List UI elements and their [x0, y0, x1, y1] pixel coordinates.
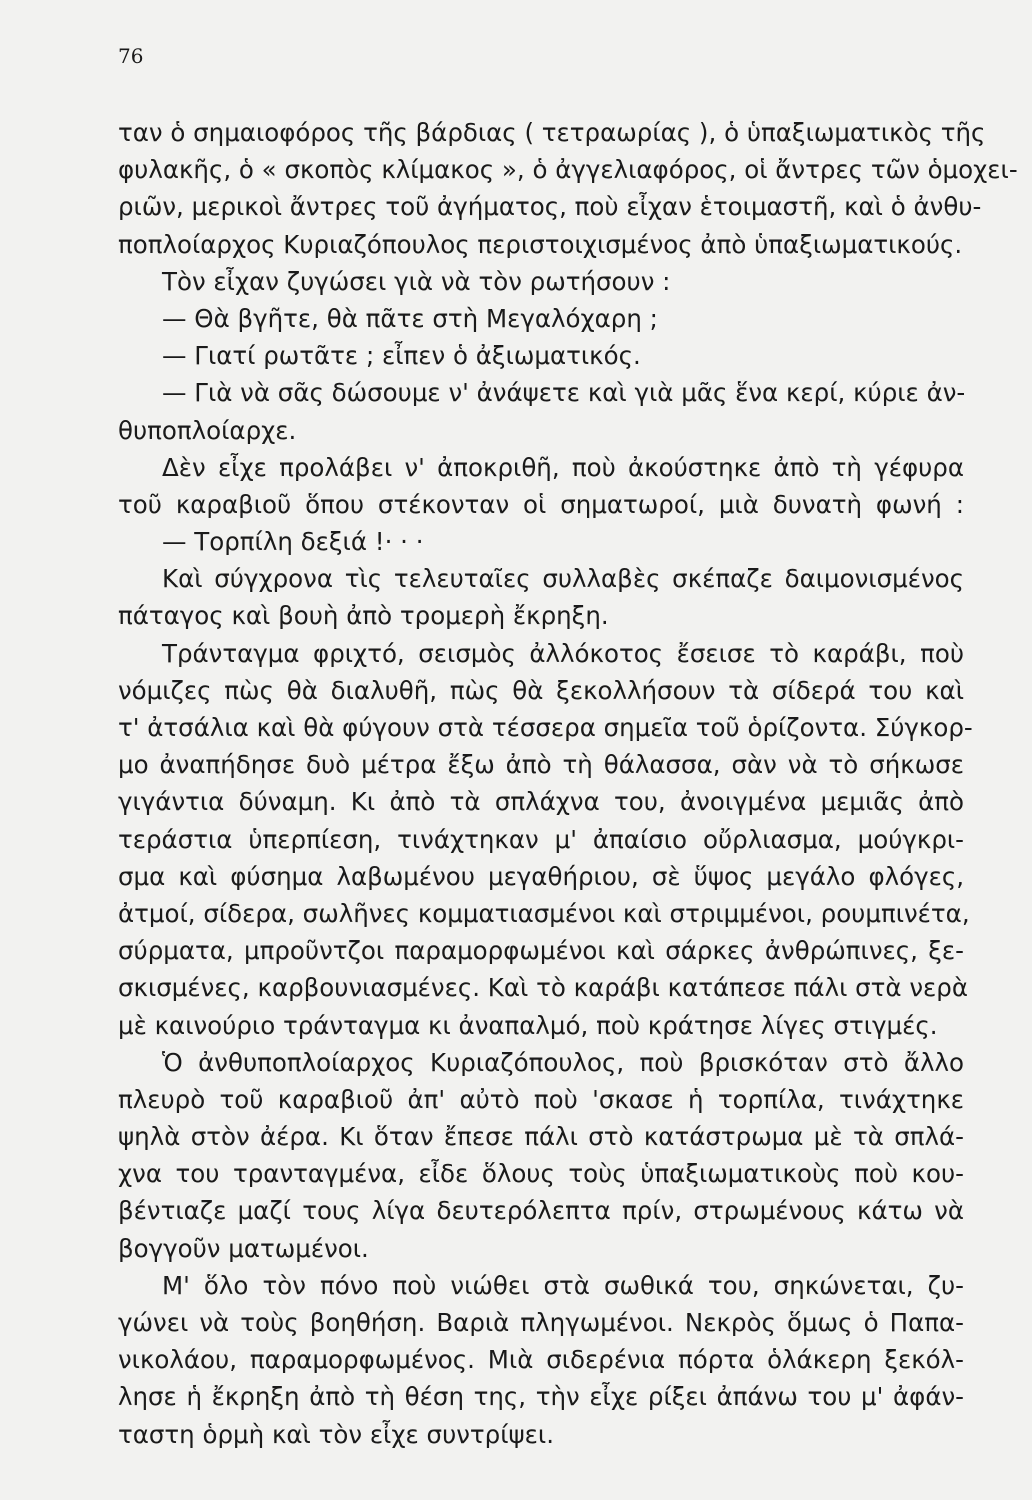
- text-line: γώνει νὰ τοὺς βοηθήση. Βαριὰ πληγωμένοι. Νεκρὸς ὅμως ὁ Παπα-: [118, 1308, 964, 1337]
- text-line: βογγοῦν ματωμένοι.: [118, 1233, 369, 1263]
- text-line: λησε ἡ ἔκρηξη ἀπὸ τὴ θέση της, τὴν εἶχε ρίξει ἀπάνω του μ' ἀφάν-: [118, 1382, 964, 1412]
- text-line: ἀτμοί, σίδερα, σωλῆνες κομματιασμένοι καὶ στριμμένοι, ρουμπινέτα,: [118, 898, 970, 928]
- text-line: σκισμένες, καρβουνιασμένες. Καὶ τὸ καράβι κατάπεσε πάλι στὰ νερὰ: [118, 973, 968, 1003]
- text-line: Μ' ὅλο τὸν πόνο ποὺ νιώθει στὰ σωθικά του, σηκώνεται, ζυ-: [162, 1270, 964, 1300]
- text-line: τεράστια ὑπερπίεση, τινάχτηκαν μ' ἀπαίσιο οὔρλιασμα, μούγκρι-: [118, 824, 964, 854]
- text-line: νικολάου, παραμορφωμένος. Μιὰ σιδερένια πόρτα ὁλάκερη ξεκόλ-: [118, 1345, 964, 1375]
- text-line: ποπλοίαρχος Κυριαζόπουλος περιστοιχισμένος ἀπὸ ὑπαξιωματικούς.: [118, 229, 963, 259]
- body-text: [118, 114, 1018, 1453]
- text-line: γιγάντια δύναμη. Κι ἀπὸ τὰ σπλάχνα του, ἀνοιγμένα μεμιᾶς ἀπὸ: [118, 787, 964, 817]
- text-line: Καὶ σύγχρονα τὶς τελευταῖες συλλαβὲς σκέπαζε δαιμονισμένος: [162, 564, 964, 594]
- text-line: ψηλὰ στὸν ἀέρα. Κι ὅταν ἔπεσε πάλι στὸ κατάστρωμα μὲ τὰ σπλά-: [118, 1122, 964, 1152]
- text-line: Τράνταγμα φριχτό, σεισμὸς ἀλλόκοτος ἔσεισε τὸ καράβι, ποὺ: [162, 638, 964, 668]
- text-line: τ' ἀτσάλια καὶ θὰ φύγουν στὰ τέσσερα σημεῖα τοῦ ὁρίζοντα. Σύγκορ-: [118, 713, 973, 742]
- text-line: σύρματα, μπροῦντζοι παραμορφωμένοι καὶ σάρκες ἀνθρώπινες, ξε-: [118, 936, 964, 966]
- text-line: ριῶν, μερικοὶ ἄντρες τοῦ ἀγήματος, ποὺ εἶχαν ἑτοιμαστῆ, καὶ ὁ ἀνθυ-: [118, 192, 982, 222]
- text-line: πλευρὸ τοῦ καραβιοῦ ἀπ' αὐτὸ ποὺ 'σκασε ἡ τορπίλα, τινάχτηκε: [118, 1084, 964, 1114]
- text-line: μο ἀναπήδησε δυὸ μέτρα ἔξω ἀπὸ τὴ θάλασσα, σὰν νὰ τὸ σήκωσε: [118, 750, 964, 780]
- text-line: Ὁ ἀνθυποπλοίαρχος Κυριαζόπουλος, ποὺ βρισκόταν στὸ ἄλλο: [162, 1047, 964, 1077]
- text-line: φυλακῆς, ὁ « σκοπὸς κλίμακος », ὁ ἀγγελιαφόρος, οἱ ἄντρες τῶν ὁμοχει-: [118, 155, 1018, 185]
- text-line: νόμιζες πὼς θὰ διαλυθῆ, πὼς θὰ ξεκολλήσουν τὰ σίδερά του καὶ: [118, 675, 964, 705]
- text-line: ταν ὁ σημαιοφόρος τῆς βάρδιας ( τετραωρίας ), ὁ ὑπαξιωματικὸς τῆς: [118, 118, 986, 147]
- text-line: — Θὰ βγῆτε, θὰ πᾶτε στὴ Μεγαλόχαρη ;: [162, 303, 658, 333]
- text-line: σμα καὶ φύσημα λαβωμένου μεγαθήριου, σὲ ὕψος μεγάλο φλόγες,: [118, 861, 964, 891]
- text-line: θυποπλοίαρχε.: [118, 415, 297, 445]
- text-line: Δὲν εἶχε προλάβει ν' ἀποκριθῆ, ποὺ ἀκούστηκε ἀπὸ τὴ γέφυρα: [162, 452, 964, 482]
- text-line: τοῦ καραβιοῦ ὅπου στέκονταν οἱ σηματωροί, μιὰ δυνατὴ φωνή :: [118, 489, 964, 519]
- text-line: ταστη ὁρμὴ καὶ τὸν εἶχε συντρίψει.: [118, 1419, 554, 1449]
- page-number: 76: [118, 44, 144, 68]
- text-line: Τὸν εἶχαν ζυγώσει γιὰ νὰ τὸν ρωτήσουν :: [162, 266, 671, 296]
- text-line: — Γιατί ρωτᾶτε ; εἶπεν ὁ ἀξιωματικός.: [162, 341, 641, 371]
- text-line: — Γιὰ νὰ σᾶς δώσουμε ν' ἀνάψετε καὶ γιὰ μᾶς ἕνα κερί, κύριε ἀν-: [162, 378, 966, 408]
- text-line: βέντιαζε μαζί τους λίγα δευτερόλεπτα πρίν, στρωμένους κάτω νὰ: [118, 1196, 964, 1226]
- text-line: — Τορπίλη δεξιά !· · ·: [162, 527, 424, 557]
- text-line: πάταγος καὶ βουὴ ἀπὸ τρομερὴ ἔκρηξη.: [118, 601, 609, 631]
- text-line: μὲ καινούριο τράνταγμα κι ἀναπαλμό, ποὺ κράτησε λίγες στιγμές.: [118, 1010, 938, 1040]
- text-line: χνα του τρανταγμένα, εἶδε ὅλους τοὺς ὑπαξιωματικοὺς ποὺ κου-: [118, 1159, 964, 1189]
